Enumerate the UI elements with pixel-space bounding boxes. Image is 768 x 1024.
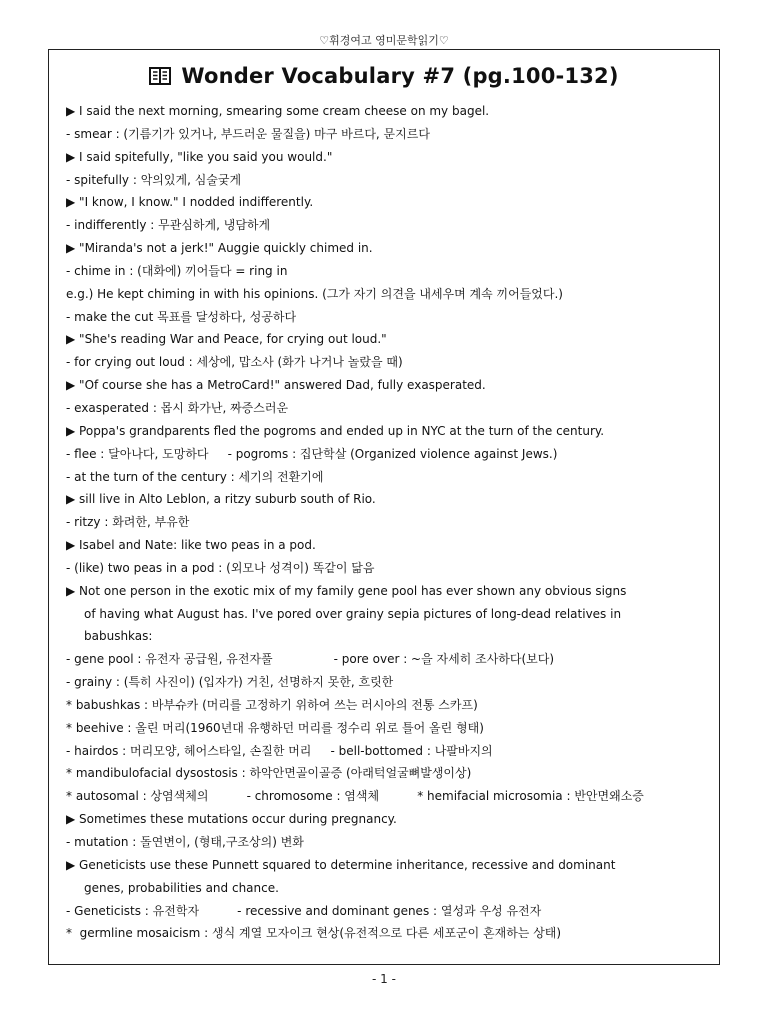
vocab-line: - (like) two peas in a pod : (외모나 성격이) 똑같이 닮음 bbox=[66, 560, 375, 575]
vocab-line: ▶ Poppa's grandparents fled the pogroms and ended up in NYC at the turn of the century. bbox=[66, 423, 605, 438]
vocab-line: - mutation : 돌연변이, (형태,구조상의) 변화 bbox=[66, 835, 304, 849]
vocab-line: babushkas: bbox=[84, 629, 153, 644]
vocab-line: * autosomal : 상염색체의 - chromosome : 염색체 * hemifacial microsomia : 반안면왜소증 bbox=[66, 789, 644, 804]
vocab-line: - chime in : (대화에) 끼어들다 = ring in bbox=[66, 263, 288, 278]
vocab-line: - ritzy : 화려한, 부유한 bbox=[66, 515, 190, 530]
book-icon bbox=[149, 66, 171, 91]
vocab-line: - Geneticists : 유전학자 - recessive and dominant genes : 열성과 우성 유전자 bbox=[66, 903, 542, 918]
vocab-line: - gene pool : 유전자 공급원, 유전자풀 - pore over : ~을 자세히 조사하다(보다) bbox=[66, 652, 555, 667]
page-number: - 1 - bbox=[372, 972, 396, 986]
vocab-line: * mandibulofacial dysostosis : 하악안면골이골증 (아래턱얼굴뼈발생이상) bbox=[66, 766, 472, 781]
vocab-line: - smear : (기름기가 있거나, 부드러운 물질을) 마구 바르다, 문지르다 bbox=[66, 126, 430, 141]
vocab-line: genes, probabilities and chance. bbox=[84, 880, 279, 895]
vocabulary-list bbox=[66, 100, 706, 945]
vocab-line: ▶ "She's reading War and Peace, for crying out loud." bbox=[66, 332, 387, 347]
vocab-line: - make the cut 목표를 달성하다, 성공하다 bbox=[66, 309, 297, 324]
vocab-line: ▶ "I know, I know." I nodded indifferently. bbox=[66, 195, 314, 210]
vocab-line: ▶ Isabel and Nate: like two peas in a pod. bbox=[66, 538, 316, 553]
vocab-line: - for crying out loud : 세상에, 맙소사 (화가 나거나 놀랐을 때) bbox=[66, 355, 403, 370]
vocab-line: ▶ "Of course she has a MetroCard!" answered Dad, fully exasperated. bbox=[66, 378, 486, 393]
vocab-line: - at the turn of the century : 세기의 전환기에 bbox=[66, 469, 324, 484]
vocab-line: * beehive : 올린 머리(1960년대 유행하던 머리를 정수리 위로 틀어 올린 형태) bbox=[66, 720, 484, 735]
vocab-line: - spitefully : 악의있게, 심술궂게 bbox=[66, 172, 242, 187]
vocab-line: * germline mosaicism : 생식 계열 모자이크 현상(유전적으로 다른 세포군이 혼재하는 상태) bbox=[66, 926, 562, 941]
vocab-line: ▶ I said the next morning, smearing some cream cheese on my bagel. bbox=[66, 104, 490, 118]
vocab-line: ▶ sill live in Alto Leblon, a ritzy suburb south of Rio. bbox=[66, 492, 376, 507]
vocab-line: - hairdos : 머리모양, 헤어스타일, 손질한 머리 - bell-bottomed : 나팔바지의 bbox=[66, 743, 493, 758]
vocab-line: - indifferently : 무관심하게, 냉담하게 bbox=[66, 218, 271, 233]
header-note: ♡휘경여고 영미문학읽기♡ bbox=[319, 34, 449, 47]
page-title bbox=[0, 64, 768, 91]
vocab-line: ▶ Geneticists use these Punnett squared to determine inheritance, recessive and dominant bbox=[66, 857, 616, 872]
page-title-text: Wonder Vocabulary #7 (pg.100-132) bbox=[181, 64, 619, 88]
vocab-line: ▶ "Miranda's not a jerk!" Auggie quickly chimed in. bbox=[66, 241, 373, 256]
vocab-line: ▶ Not one person in the exotic mix of my family gene pool has ever shown any obvious signs bbox=[66, 583, 627, 598]
vocab-line: e.g.) He kept chiming in with his opinions. (그가 자기 의견을 내세우며 계속 끼어들었다.) bbox=[66, 286, 563, 301]
vocab-line: - exasperated : 몹시 화가난, 짜증스러운 bbox=[66, 400, 289, 415]
vocab-line: ▶ I said spitefully, "like you said you would." bbox=[66, 149, 333, 164]
vocab-line: * babushkas : 바부슈카 (머리를 고정하기 위하여 쓰는 러시아의 전통 스카프) bbox=[66, 697, 478, 712]
vocab-line: of having what August has. I've pored over grainy sepia pictures of long-dead relatives in bbox=[84, 606, 622, 621]
vocab-line: ▶ Sometimes these mutations occur during pregnancy. bbox=[66, 812, 397, 827]
vocab-line: - flee : 달아나다, 도망하다 - pogroms : 집단학살 (Organized violence against Jews.) bbox=[66, 446, 558, 461]
vocab-line: - grainy : (특히 사진이) (입자가) 거친, 선명하지 못한, 흐릿한 bbox=[66, 675, 394, 690]
